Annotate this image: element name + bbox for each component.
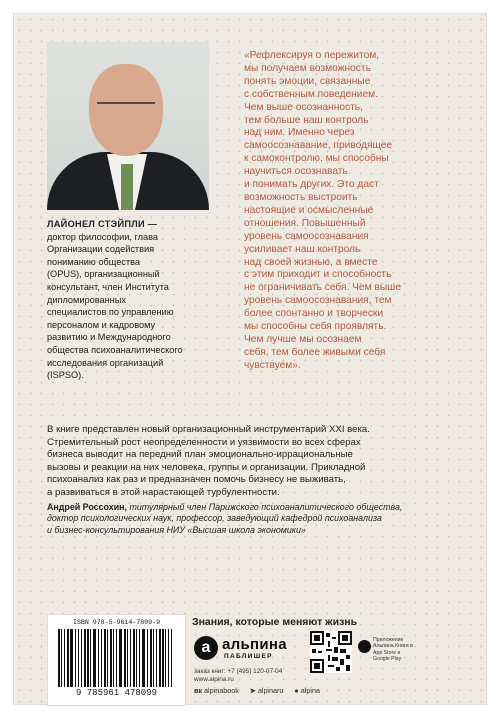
barcode: [47, 614, 186, 706]
description-line: психоанализ как раз и предназначен помочь бизнесу не выживать,: [47, 474, 346, 485]
alpina-logo-icon: а: [194, 636, 218, 660]
quote-line: возможность выстроить: [244, 191, 358, 203]
author-bio-line: дипломированных: [47, 294, 126, 305]
reviewer-role-line: титулярный член Парижского психоаналитического общества,: [126, 502, 403, 512]
website-link: www.alpina.ru: [194, 676, 234, 684]
quote-line: самоосознавание, приводящее: [244, 140, 393, 152]
quote-line: уровень самоосознавания, тем: [244, 295, 392, 307]
qr-code-icon: [310, 631, 352, 673]
social-label: alpinabook: [204, 686, 239, 695]
qr-code-graphic: [310, 631, 352, 673]
app-promo-text: Приложение Альпина Книги в App Store и Google Play: [373, 637, 413, 663]
quote-line: к самоконтролю, мы способны: [244, 153, 389, 165]
social-links: [194, 686, 329, 695]
barcode-bars: [58, 629, 175, 687]
quote-line: мы получаем возможность: [244, 62, 371, 74]
author-bio-line: Организации содействия: [47, 244, 155, 255]
author-bio: [47, 218, 217, 382]
quote-line: не ограничивать себя. Чем выше: [244, 282, 401, 294]
quote-line: тем больше наш контроль: [244, 114, 369, 126]
author-bio-line: персоналом и кадровому: [47, 319, 156, 330]
book-back-cover: [14, 14, 486, 704]
social-label: alpinaru: [257, 686, 284, 695]
book-description: [47, 424, 467, 499]
author-bio-line: специалистов по управлению: [47, 307, 174, 318]
social-alpina: [294, 686, 320, 695]
alpina-icon: ●: [294, 686, 299, 695]
reviewer-role-line: и бизнес-консультирования НИУ «Высшая школа экономики»: [47, 524, 306, 535]
quote-line: понять эмоции, связанные: [244, 75, 371, 87]
description-line: В книге представлен новый организационный инструментарий XXI века.: [47, 424, 370, 435]
author-quote: [244, 50, 454, 373]
author-bio-line: консультант, член Института: [47, 281, 169, 292]
reviewer-blurb: [47, 502, 467, 536]
quote-line: и понимать других. Это даст: [244, 179, 379, 191]
publisher-brand-sub: ПАБЛИШЕР: [224, 653, 273, 660]
reviewer-name: Андрей Россохин,: [47, 502, 127, 512]
quote-line: Чем выше осознанность,: [244, 101, 363, 113]
quote-line: мы способны себя проявлять.: [244, 321, 387, 333]
author-bio-line: пониманию общества: [47, 256, 140, 267]
quote-line: более спонтанно и творчески: [244, 308, 384, 320]
quote-line: уровень самоосознавания: [244, 230, 369, 242]
app-store-icon: [358, 640, 371, 653]
quote-line: над ним. Именно через: [244, 127, 355, 139]
author-bio-line: общества психоаналитического: [47, 344, 183, 355]
quote-line: с этим приходит и способность: [244, 269, 392, 281]
description-line: вызовы и реакции на них человека, группы и организации. Прикладной: [47, 461, 366, 473]
description-line: а развиваться в этой нарастающей турбулентности.: [47, 486, 280, 498]
photo-tie: [121, 164, 133, 210]
social-telegram: [250, 686, 284, 695]
vk-icon: вк: [194, 686, 203, 695]
author-bio-line: развитию и Международного: [47, 332, 171, 343]
quote-line: с собственным поведением.: [244, 88, 378, 100]
author-bio-line: (ISPSO).: [47, 370, 84, 381]
quote-line: настоящие и осмысленные: [244, 204, 374, 216]
author-name: ЛАЙОНЕЛ СТЭЙПЛИ —: [47, 219, 158, 229]
author-bio-line: доктор философии, глава: [47, 231, 158, 242]
social-vk: [194, 686, 239, 695]
quote-line: себя, тем более живыми себя: [244, 346, 386, 358]
description-line: бизнеса выводит на передний план эмоционально-иррациональные: [47, 449, 353, 460]
social-label: alpina: [300, 686, 320, 695]
description-line: Стремительный рост неопределенности и уязвимости во всех сферах: [47, 436, 361, 448]
quote-line: «Рефлексируя о пережитом,: [244, 50, 380, 61]
quote-line: Чем лучше мы осознаем: [244, 333, 362, 345]
photo-glasses: [97, 102, 155, 116]
publisher-logo: [194, 636, 304, 662]
telegram-icon: ➤: [249, 686, 256, 695]
quote-line: отношения. Повышенный: [244, 217, 366, 229]
author-bio-line: (OPUS), организационный: [47, 269, 160, 280]
quote-line: усиливает наш контроль: [244, 243, 361, 255]
isbn-label: ISBN 978-5-9614-7809-9: [72, 619, 161, 626]
order-phone: заказ книг: +7 (495) 120-07-04: [194, 668, 283, 675]
quote-line: чувствуем».: [244, 359, 301, 371]
barcode-number: 9 785961 478099: [75, 688, 157, 698]
publisher-contacts: [194, 668, 282, 685]
reviewer-role-line: доктор психологических наук, профессор, заведующий кафедрой психоанализа: [47, 513, 382, 524]
publisher-slogan: Знания, которые меняют жизнь: [192, 616, 358, 628]
author-photo: [47, 42, 209, 210]
quote-line: научиться осознавать: [244, 166, 348, 178]
publisher-brand: альпина: [222, 636, 287, 653]
author-bio-line: исследования организаций: [47, 357, 164, 368]
quote-line: над своей жизнью, а вместе: [244, 256, 378, 268]
